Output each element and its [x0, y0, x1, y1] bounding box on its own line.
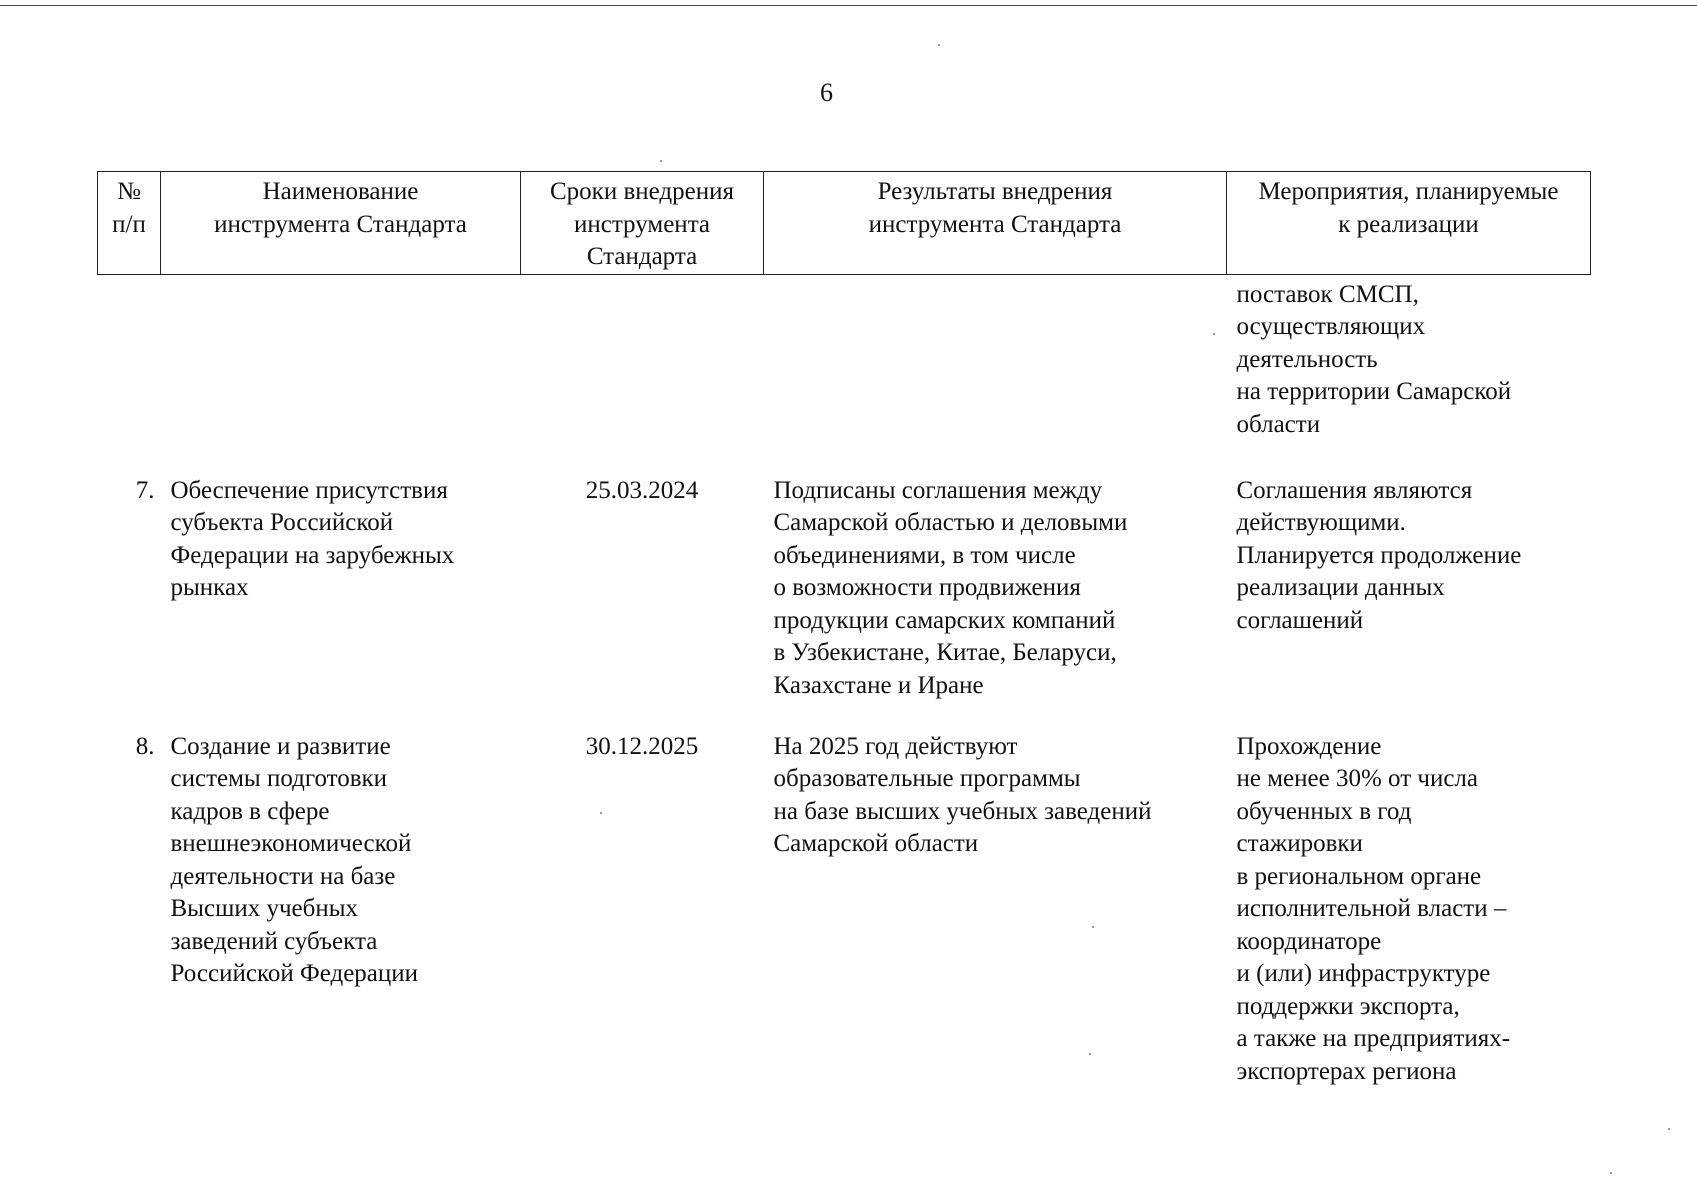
top-border-line	[0, 5, 1697, 6]
scan-speck	[1668, 1128, 1670, 1130]
standard-tools-table	[97, 171, 1591, 1088]
scan-speck	[600, 812, 602, 814]
cell-tool-name	[161, 274, 521, 475]
cell-number: 7.	[135, 476, 155, 504]
cell-date	[521, 274, 764, 475]
header-tool-name: Наименование инструмента Стандарта	[161, 172, 521, 275]
cell-measures: Соглашения являются действующими. Планируется продолжение реализации данных соглашений	[1236, 476, 1522, 634]
header-planned-measures: Мероприятия, планируемые к реализации	[1227, 172, 1591, 275]
cell-tool-name: Создание и развитие системы подготовки кадров в сфере внешнеэкономической деятельности на базе Высших учебных заведений субъекта Российской Федерации	[170, 732, 419, 987]
header-implementation-date: Сроки внедрения инструмента Стандарта	[521, 172, 764, 275]
scan-speck	[938, 44, 940, 46]
cell-number	[98, 274, 161, 475]
page-number: 6	[820, 78, 833, 107]
scan-speck	[1610, 1172, 1612, 1174]
cell-date: 25.03.2024	[585, 476, 699, 504]
scan-speck	[1089, 1053, 1091, 1055]
table-row	[98, 731, 1591, 1089]
cell-result	[764, 274, 1227, 475]
table-row	[98, 475, 1591, 731]
cell-measures: Прохождение не менее 30% от числа обученных в год стажировки в региональном органе исполнительной власти – координаторе и (или) инфраструктуре поддержки экспорта, а также на предприятиях- экспортерах региона	[1236, 732, 1511, 1085]
cell-number: 8.	[135, 732, 155, 760]
cell-tool-name: Обеспечение присутствия субъекта Российской Федерации на зарубежных рынках	[170, 476, 455, 601]
header-number: № п/п	[98, 172, 161, 275]
header-implementation-results: Результаты внедрения инструмента Стандарта	[764, 172, 1227, 275]
cell-date: 30.12.2025	[585, 732, 699, 760]
scan-speck	[1092, 926, 1094, 928]
table-header-row	[98, 172, 1591, 275]
cell-result: На 2025 год действуют образовательные программы на базе высших учебных заведений Самарской области	[773, 732, 1152, 857]
scan-speck	[1213, 333, 1215, 335]
scan-speck	[660, 160, 662, 162]
cell-measures: поставок СМСП, осуществляющих деятельность на территории Самарской области	[1236, 280, 1512, 438]
table-row	[98, 274, 1591, 475]
cell-result: Подписаны соглашения между Самарской областью и деловыми объединениями, в том числе о возможности продвижения продукции самарских компаний в Узбекистане, Китае, Беларуси, Казахстане и Иране	[773, 476, 1128, 699]
